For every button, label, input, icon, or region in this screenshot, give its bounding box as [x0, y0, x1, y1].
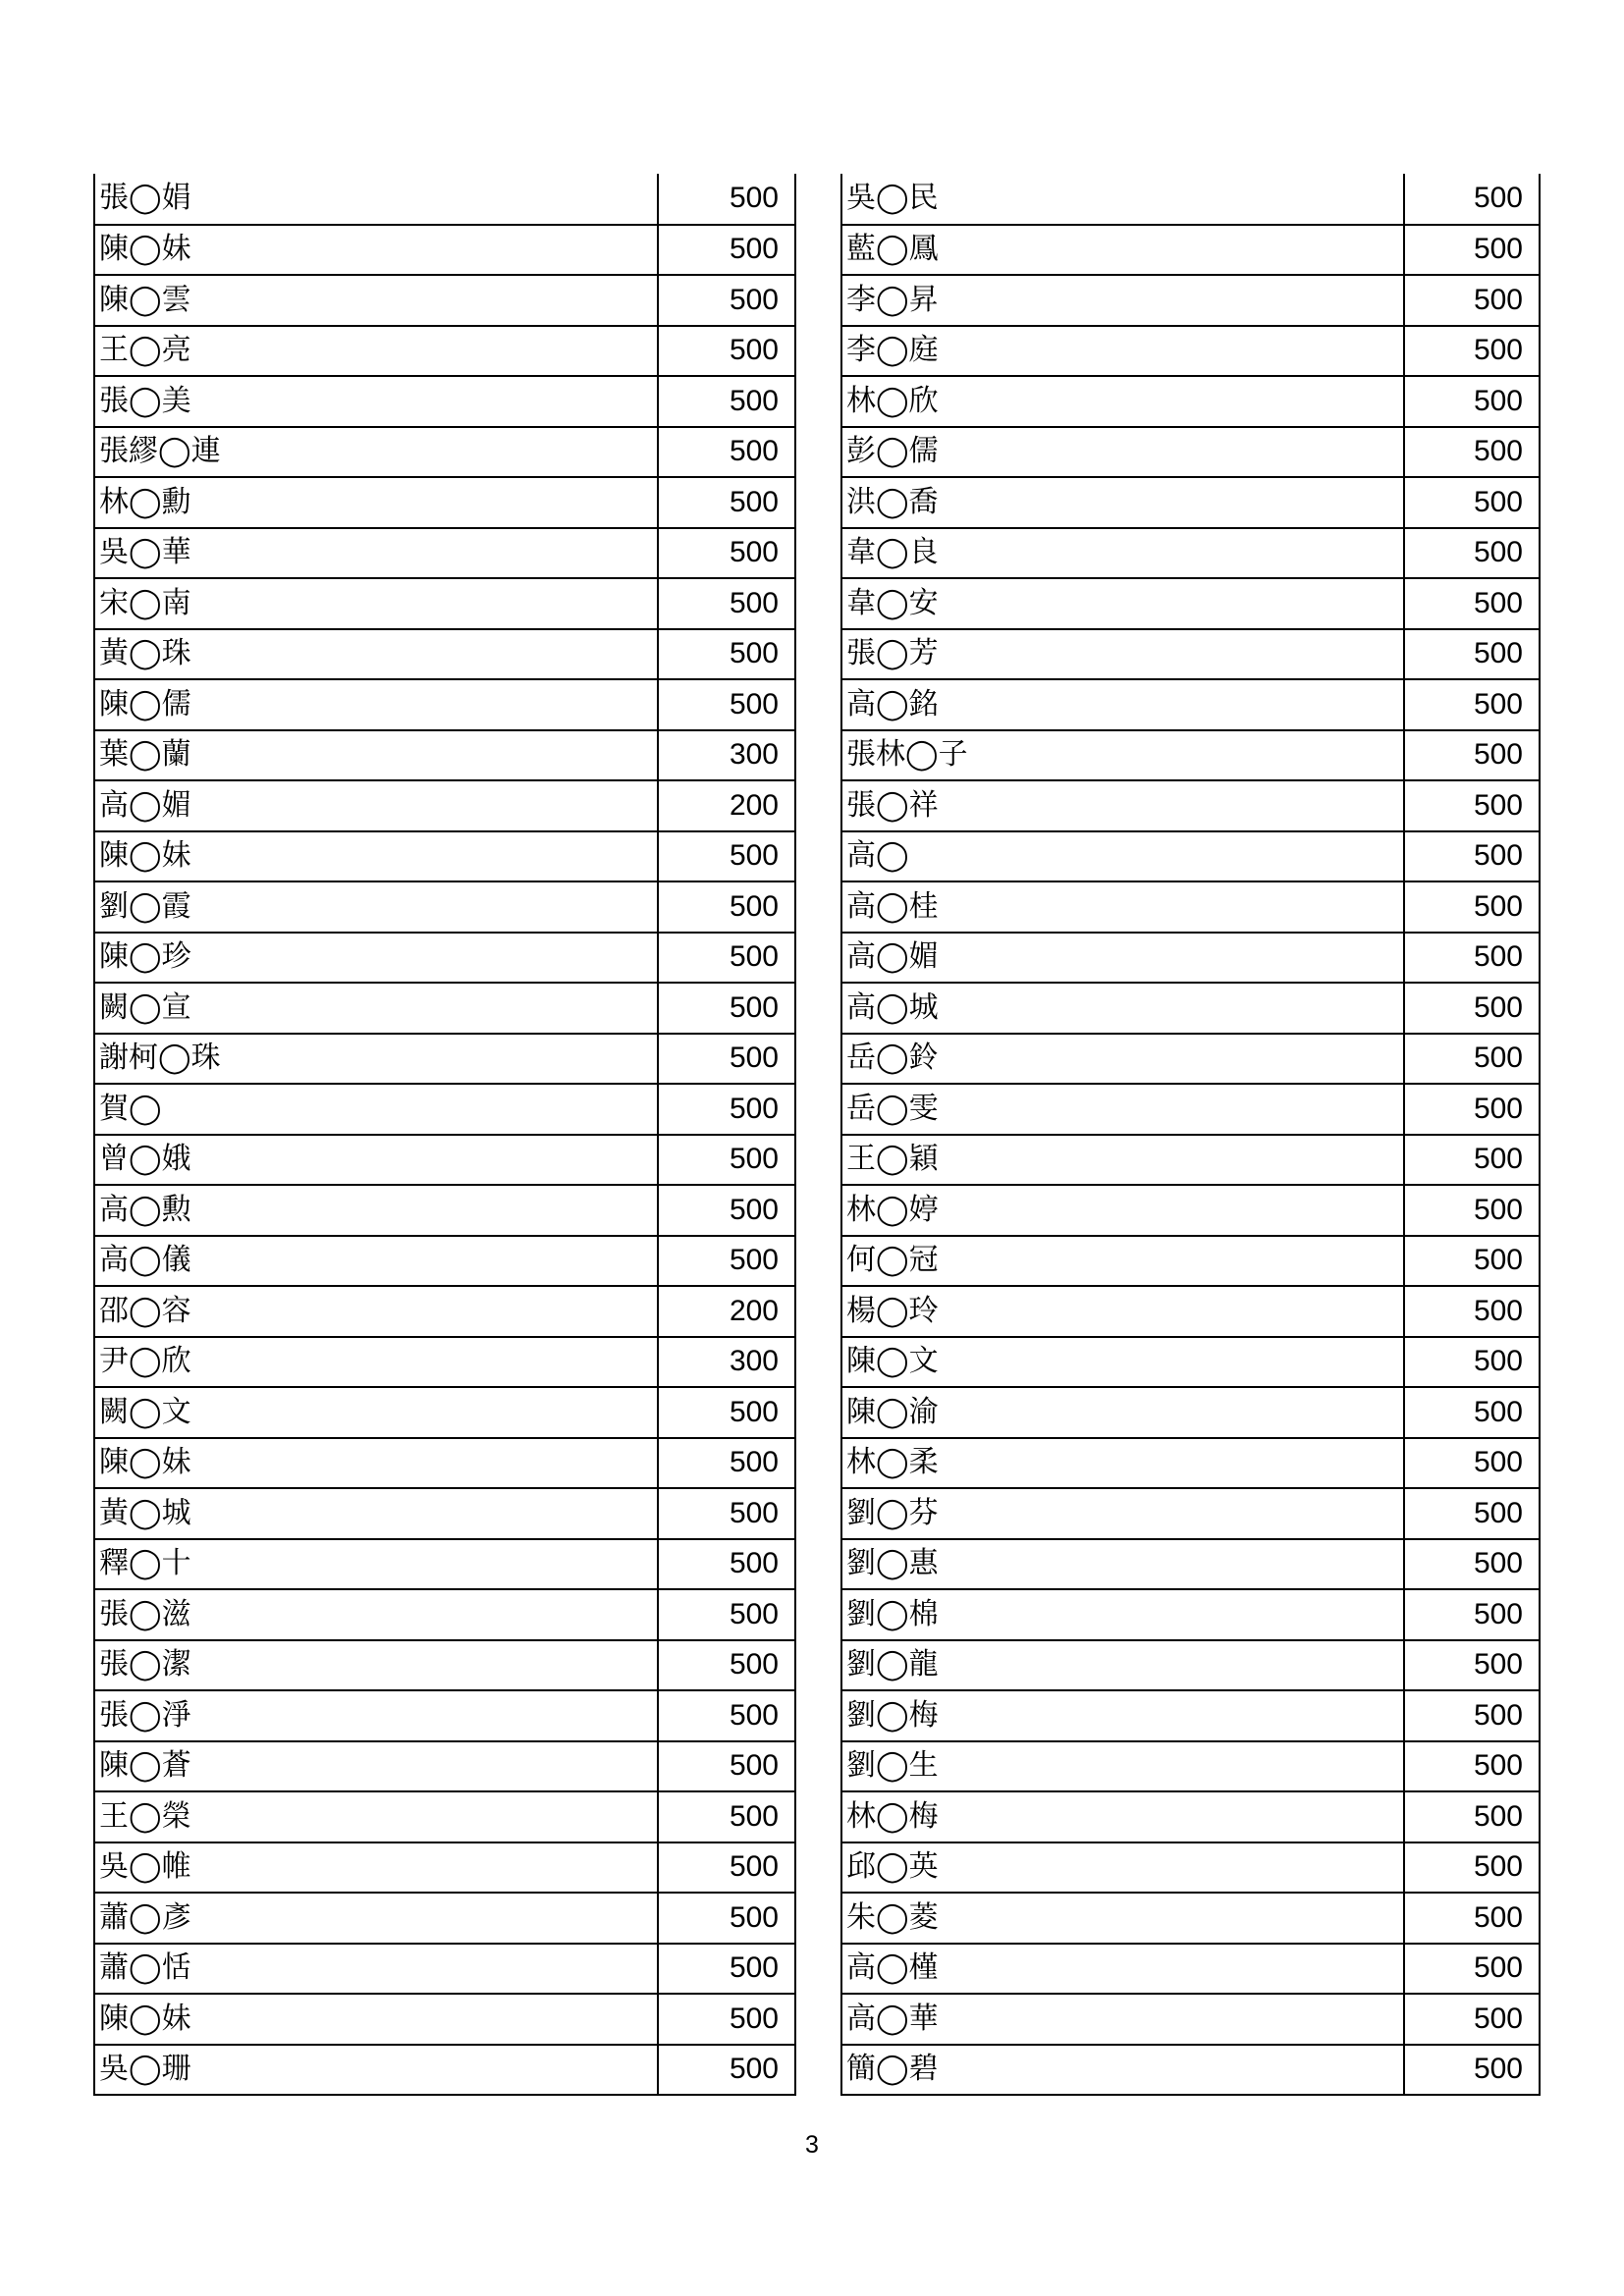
donation-amount-cell: 500: [1404, 1539, 1540, 1590]
donation-amount-cell: 300: [658, 730, 795, 781]
donor-name-cell: 陳◯妹: [94, 225, 658, 276]
donation-amount-cell: 500: [658, 1944, 795, 1995]
donation-amount-cell: 500: [658, 1791, 795, 1842]
donor-name-cell: 闕◯文: [94, 1387, 658, 1438]
donor-name-cell: 葉◯蘭: [94, 730, 658, 781]
donor-table-right-body: [841, 174, 1540, 2095]
donation-amount-cell: 500: [658, 1438, 795, 1489]
donation-amount-cell: 500: [658, 174, 795, 225]
donation-amount-cell: 500: [1404, 1741, 1540, 1792]
table-row: [841, 1589, 1540, 1640]
donor-name-cell: 張◯潔: [94, 1640, 658, 1691]
table-row: [94, 174, 795, 225]
donor-name-cell: 王◯穎: [841, 1135, 1404, 1186]
donation-amount-cell: 500: [658, 1387, 795, 1438]
table-row: [841, 1185, 1540, 1236]
table-row: [94, 983, 795, 1034]
table-row: [841, 1135, 1540, 1186]
donor-name-cell: 陳◯渝: [841, 1387, 1404, 1438]
donor-name-cell: 岳◯鈴: [841, 1034, 1404, 1085]
donor-name-cell: 吳◯帷: [94, 1842, 658, 1894]
table-row: [94, 1236, 795, 1287]
table-row: [94, 1185, 795, 1236]
table-row: [94, 1893, 795, 1944]
donor-name-cell: 張林◯子: [841, 730, 1404, 781]
donation-amount-cell: 500: [1404, 679, 1540, 730]
donor-name-cell: 洪◯喬: [841, 477, 1404, 528]
donor-name-cell: 林◯欣: [841, 376, 1404, 427]
donor-name-cell: 陳◯妹: [94, 831, 658, 882]
donor-name-cell: 劉◯梅: [841, 1690, 1404, 1741]
donation-amount-cell: 500: [658, 528, 795, 579]
table-row: [841, 174, 1540, 225]
donor-name-cell: 吳◯珊: [94, 2045, 658, 2096]
donation-amount-cell: 500: [1404, 225, 1540, 276]
donation-amount-cell: 500: [1404, 528, 1540, 579]
donation-amount-cell: 500: [658, 427, 795, 478]
table-row: [94, 578, 795, 629]
donation-amount-cell: 500: [658, 1488, 795, 1539]
donor-name-cell: 曾◯娥: [94, 1135, 658, 1186]
donation-amount-cell: 200: [658, 780, 795, 831]
table-row: [841, 1690, 1540, 1741]
donor-name-cell: 高◯銘: [841, 679, 1404, 730]
donation-amount-cell: 500: [658, 477, 795, 528]
donor-table-left-body: [94, 174, 795, 2095]
donation-amount-cell: 500: [658, 881, 795, 933]
table-row: [94, 1488, 795, 1539]
donor-name-cell: 高◯勲: [94, 1185, 658, 1236]
donation-amount-cell: 500: [1404, 1286, 1540, 1337]
table-row: [841, 1944, 1540, 1995]
donation-amount-cell: 500: [658, 831, 795, 882]
table-row: [841, 629, 1540, 680]
table-row: [94, 528, 795, 579]
table-row: [841, 376, 1540, 427]
table-row: [841, 578, 1540, 629]
donation-amount-cell: 500: [1404, 780, 1540, 831]
table-row: [94, 1135, 795, 1186]
table-row: [841, 983, 1540, 1034]
donation-amount-cell: 500: [658, 1236, 795, 1287]
table-row: [841, 1640, 1540, 1691]
table-row: [94, 1438, 795, 1489]
donor-table-left: [93, 174, 796, 2096]
donor-name-cell: 劉◯惠: [841, 1539, 1404, 1590]
donor-name-cell: 韋◯良: [841, 528, 1404, 579]
donation-amount-cell: 500: [1404, 1034, 1540, 1085]
table-row: [841, 1994, 1540, 2045]
donation-amount-cell: 500: [658, 1893, 795, 1944]
table-row: [841, 1539, 1540, 1590]
table-row: [94, 225, 795, 276]
donation-amount-cell: 500: [1404, 1640, 1540, 1691]
table-row: [841, 1337, 1540, 1388]
donor-name-cell: 簡◯碧: [841, 2045, 1404, 2096]
donor-name-cell: 岳◯雯: [841, 1084, 1404, 1135]
table-row: [94, 1690, 795, 1741]
table-row: [94, 477, 795, 528]
donor-name-cell: 張◯芳: [841, 629, 1404, 680]
table-row: [94, 780, 795, 831]
donor-name-cell: 王◯榮: [94, 1791, 658, 1842]
donor-name-cell: 高◯儀: [94, 1236, 658, 1287]
table-row: [841, 881, 1540, 933]
donation-amount-cell: 500: [658, 1539, 795, 1590]
table-row: [94, 1791, 795, 1842]
donation-amount-cell: 500: [658, 376, 795, 427]
table-row: [94, 1994, 795, 2045]
donation-amount-cell: 200: [658, 1286, 795, 1337]
table-row: [841, 275, 1540, 326]
donor-name-cell: 陳◯妹: [94, 1438, 658, 1489]
donation-amount-cell: 500: [658, 1135, 795, 1186]
donor-name-cell: 彭◯儒: [841, 427, 1404, 478]
donor-table-right: [840, 174, 1541, 2096]
donor-name-cell: 劉◯棉: [841, 1589, 1404, 1640]
donation-amount-cell: 500: [1404, 1185, 1540, 1236]
donation-amount-cell: 500: [1404, 933, 1540, 984]
donor-name-cell: 韋◯安: [841, 578, 1404, 629]
table-row: [94, 1084, 795, 1135]
table-row: [94, 275, 795, 326]
donor-name-cell: 林◯婷: [841, 1185, 1404, 1236]
table-row: [94, 1640, 795, 1691]
donation-amount-cell: 500: [658, 1741, 795, 1792]
donation-amount-cell: 500: [1404, 427, 1540, 478]
table-row: [94, 730, 795, 781]
donation-amount-cell: 500: [1404, 477, 1540, 528]
table-row: [841, 2045, 1540, 2096]
table-row: [94, 933, 795, 984]
donor-name-cell: 朱◯菱: [841, 1893, 1404, 1944]
donation-amount-cell: 500: [658, 1034, 795, 1085]
table-row: [94, 2045, 795, 2096]
donation-amount-cell: 500: [658, 2045, 795, 2096]
donation-amount-cell: 500: [1404, 1690, 1540, 1741]
table-row: [841, 1438, 1540, 1489]
donor-name-cell: 吳◯華: [94, 528, 658, 579]
donation-amount-cell: 500: [1404, 831, 1540, 882]
donation-amount-cell: 500: [1404, 1135, 1540, 1186]
donor-name-cell: 邱◯英: [841, 1842, 1404, 1894]
donor-name-cell: 謝柯◯珠: [94, 1034, 658, 1085]
donation-amount-cell: 500: [1404, 1236, 1540, 1287]
donor-name-cell: 蕭◯恬: [94, 1944, 658, 1995]
donor-name-cell: 高◯槿: [841, 1944, 1404, 1995]
donor-name-cell: 高◯桂: [841, 881, 1404, 933]
table-row: [94, 1286, 795, 1337]
donor-name-cell: 高◯華: [841, 1994, 1404, 2045]
donation-amount-cell: 500: [1404, 1488, 1540, 1539]
donor-name-cell: 闕◯宣: [94, 983, 658, 1034]
donation-amount-cell: 500: [1404, 881, 1540, 933]
donor-name-cell: 張繆◯連: [94, 427, 658, 478]
donation-amount-cell: 500: [1404, 1994, 1540, 2045]
donation-amount-cell: 500: [1404, 730, 1540, 781]
donation-amount-cell: 500: [1404, 1084, 1540, 1135]
donation-amount-cell: 500: [1404, 1842, 1540, 1894]
donation-amount-cell: 500: [658, 629, 795, 680]
donation-amount-cell: 500: [1404, 1438, 1540, 1489]
table-row: [841, 1286, 1540, 1337]
donation-amount-cell: 500: [658, 1589, 795, 1640]
table-row: [841, 1034, 1540, 1085]
donation-amount-cell: 500: [658, 275, 795, 326]
donor-name-cell: 黃◯城: [94, 1488, 658, 1539]
table-row: [841, 831, 1540, 882]
donation-amount-cell: 500: [1404, 629, 1540, 680]
donation-amount-cell: 500: [1404, 1337, 1540, 1388]
donation-amount-cell: 500: [1404, 174, 1540, 225]
table-row: [841, 1488, 1540, 1539]
donor-name-cell: 高◯城: [841, 983, 1404, 1034]
table-row: [841, 1084, 1540, 1135]
donor-name-cell: 黃◯珠: [94, 629, 658, 680]
table-row: [841, 528, 1540, 579]
table-row: [94, 1842, 795, 1894]
table-row: [841, 730, 1540, 781]
table-row: [94, 881, 795, 933]
donor-name-cell: 張◯祥: [841, 780, 1404, 831]
table-row: [841, 326, 1540, 377]
table-row: [841, 679, 1540, 730]
table-row: [841, 477, 1540, 528]
donor-name-cell: 陳◯雲: [94, 275, 658, 326]
page-number: 3: [805, 2131, 819, 2159]
table-row: [841, 427, 1540, 478]
donation-amount-cell: 500: [658, 578, 795, 629]
donation-amount-cell: 500: [1404, 2045, 1540, 2096]
donation-amount-cell: 500: [1404, 1387, 1540, 1438]
table-row: [841, 1741, 1540, 1792]
donation-amount-cell: 500: [658, 1842, 795, 1894]
donor-name-cell: 張◯淨: [94, 1690, 658, 1741]
table-row: [94, 1387, 795, 1438]
donation-amount-cell: 500: [1404, 1589, 1540, 1640]
donation-amount-cell: 500: [1404, 983, 1540, 1034]
table-row: [94, 679, 795, 730]
table-row: [841, 1842, 1540, 1894]
donor-name-cell: 陳◯妹: [94, 1994, 658, 2045]
table-row: [841, 1236, 1540, 1287]
donation-amount-cell: 500: [658, 1994, 795, 2045]
table-row: [94, 1337, 795, 1388]
table-row: [841, 933, 1540, 984]
table-row: [94, 1539, 795, 1590]
table-row: [94, 1944, 795, 1995]
donor-name-cell: 高◯: [841, 831, 1404, 882]
table-row: [841, 1893, 1540, 1944]
donor-name-cell: 劉◯生: [841, 1741, 1404, 1792]
donation-amount-cell: 500: [658, 1690, 795, 1741]
donor-name-cell: 林◯梅: [841, 1791, 1404, 1842]
donor-name-cell: 釋◯十: [94, 1539, 658, 1590]
donor-name-cell: 何◯冠: [841, 1236, 1404, 1287]
donation-amount-cell: 500: [1404, 275, 1540, 326]
table-row: [94, 326, 795, 377]
donor-name-cell: 高◯媚: [841, 933, 1404, 984]
donor-name-cell: 王◯亮: [94, 326, 658, 377]
donation-amount-cell: 500: [1404, 578, 1540, 629]
donor-name-cell: 吳◯民: [841, 174, 1404, 225]
donor-name-cell: 蕭◯彥: [94, 1893, 658, 1944]
donor-name-cell: 楊◯玲: [841, 1286, 1404, 1337]
donor-name-cell: 陳◯蒼: [94, 1741, 658, 1792]
table-row: [841, 1387, 1540, 1438]
donor-name-cell: 劉◯龍: [841, 1640, 1404, 1691]
donor-name-cell: 陳◯珍: [94, 933, 658, 984]
donor-name-cell: 陳◯文: [841, 1337, 1404, 1388]
donation-amount-cell: 500: [658, 1185, 795, 1236]
donor-name-cell: 尹◯欣: [94, 1337, 658, 1388]
table-row: [94, 1741, 795, 1792]
donation-amount-cell: 500: [658, 983, 795, 1034]
table-row: [841, 225, 1540, 276]
donor-name-cell: 邵◯容: [94, 1286, 658, 1337]
donor-name-cell: 林◯勳: [94, 477, 658, 528]
table-row: [94, 376, 795, 427]
donor-name-cell: 李◯庭: [841, 326, 1404, 377]
donation-amount-cell: 300: [658, 1337, 795, 1388]
donor-name-cell: 藍◯鳳: [841, 225, 1404, 276]
table-row: [94, 831, 795, 882]
donation-amount-cell: 500: [658, 1084, 795, 1135]
donor-name-cell: 李◯昇: [841, 275, 1404, 326]
table-row: [94, 1589, 795, 1640]
donation-amount-cell: 500: [1404, 326, 1540, 377]
donor-name-cell: 張◯娟: [94, 174, 658, 225]
donation-amount-cell: 500: [1404, 1791, 1540, 1842]
donation-amount-cell: 500: [658, 933, 795, 984]
donation-amount-cell: 500: [658, 1640, 795, 1691]
donor-name-cell: 劉◯芬: [841, 1488, 1404, 1539]
donation-amount-cell: 500: [1404, 376, 1540, 427]
donor-name-cell: 賀◯: [94, 1084, 658, 1135]
donation-amount-cell: 500: [658, 225, 795, 276]
table-row: [841, 1791, 1540, 1842]
donor-name-cell: 張◯滋: [94, 1589, 658, 1640]
donation-amount-cell: 500: [1404, 1893, 1540, 1944]
table-row: [94, 427, 795, 478]
donation-amount-cell: 500: [1404, 1944, 1540, 1995]
donor-name-cell: 宋◯南: [94, 578, 658, 629]
donor-name-cell: 張◯美: [94, 376, 658, 427]
donor-name-cell: 陳◯儒: [94, 679, 658, 730]
donor-name-cell: 劉◯霞: [94, 881, 658, 933]
table-row: [841, 780, 1540, 831]
donor-name-cell: 林◯柔: [841, 1438, 1404, 1489]
donation-amount-cell: 500: [658, 679, 795, 730]
table-row: [94, 1034, 795, 1085]
donor-name-cell: 高◯媚: [94, 780, 658, 831]
donation-amount-cell: 500: [658, 326, 795, 377]
table-row: [94, 629, 795, 680]
